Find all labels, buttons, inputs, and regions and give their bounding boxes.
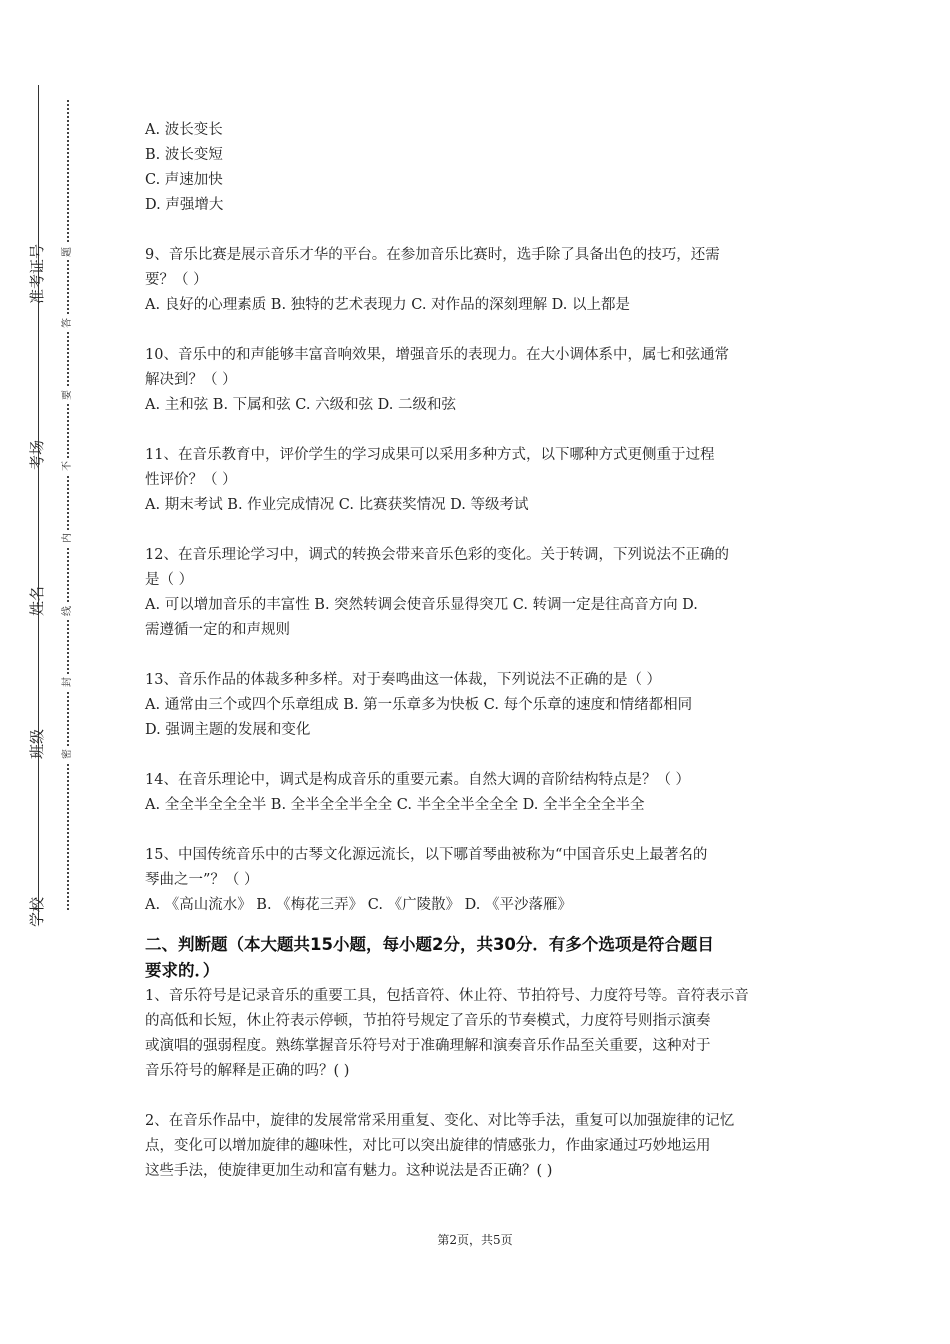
seal-char-feng: 封 bbox=[60, 674, 76, 690]
question-stem: 15、中国传统音乐中的古琴文化源远流长，以下哪首琴曲被称为“中国音乐史上最著名的 bbox=[145, 847, 708, 863]
seal-char-xian: 线 bbox=[60, 603, 76, 619]
question-options: 需遵循一定的和声规则 bbox=[145, 622, 290, 638]
class-label: 班级 bbox=[28, 728, 46, 759]
question-stem: 12、在音乐理论学习中，调式的转换会带来音乐色彩的变化。关于转调，下列说法不正确的 bbox=[145, 547, 729, 563]
exam-content bbox=[145, 118, 810, 1184]
question-12 bbox=[145, 543, 810, 643]
question-stem: 是（ ） bbox=[145, 572, 194, 588]
seal-char-da: 答 bbox=[60, 315, 76, 331]
question-options: A. 良好的心理素质 B. 独特的艺术表现力 C. 对作品的深刻理解 D. 以上都是 bbox=[145, 297, 631, 313]
page-number-footer: 第2页，共5页 bbox=[437, 1233, 513, 1247]
judgment-line: 2、在音乐作品中，旋律的发展常常采用重复、变化、对比等手法，重复可以加强旋律的记忆 bbox=[145, 1113, 735, 1129]
section-2-title bbox=[145, 932, 810, 984]
exam-room-label: 考场 bbox=[28, 439, 46, 470]
judgment-item-2 bbox=[145, 1109, 810, 1184]
binding-solid-line bbox=[38, 85, 39, 925]
question-15 bbox=[145, 843, 810, 918]
q8-option-d: D. 声强增大 bbox=[145, 197, 224, 213]
question-stem: 9、音乐比赛是展示音乐才华的平台。在参加音乐比赛时，选手除了具备出色的技巧，还需 bbox=[145, 247, 720, 263]
q8-option-c: C. 声速加快 bbox=[145, 172, 223, 188]
judgment-line: 的高低和长短，休止符表示停顿，节拍符号规定了音乐的节奏模式，力度符号则指示演奏 bbox=[145, 1013, 711, 1029]
question-options: A. 全全半全全全半 B. 全半全全半全全 C. 半全全半全全全 D. 全半全全全半全 bbox=[145, 797, 645, 813]
question-13 bbox=[145, 668, 810, 743]
seal-char-yao: 要 bbox=[60, 387, 76, 403]
question-options: A. 《高山流水》 B. 《梅花三弄》 C. 《广陵散》 D. 《平沙落雁》 bbox=[145, 897, 573, 913]
question-options: D. 强调主题的发展和变化 bbox=[145, 722, 311, 738]
binding-margin bbox=[0, 0, 90, 1344]
seal-char-bu: 不 bbox=[60, 458, 76, 474]
exam-number-label: 准考证号 bbox=[28, 243, 46, 304]
question-options: A. 主和弦 B. 下属和弦 C. 六级和弦 D. 二级和弦 bbox=[145, 397, 457, 413]
question-options: A. 期末考试 B. 作业完成情况 C. 比赛获奖情况 D. 等级考试 bbox=[145, 497, 529, 513]
question-options: A. 可以增加音乐的丰富性 B. 突然转调会使音乐显得突兀 C. 转调一定是往高音方向 D. bbox=[145, 597, 698, 613]
question-stem: 解决到？（ ） bbox=[145, 372, 237, 388]
judgment-line: 或演唱的强弱程度。熟练掌握音乐符号对于准确理解和演奏音乐作品至关重要，这种对于 bbox=[145, 1038, 711, 1054]
seal-char-mi: 密 bbox=[60, 746, 76, 762]
question-10 bbox=[145, 343, 810, 418]
question-stem: 13、音乐作品的体裁多种多样。对于奏鸣曲这一体裁，下列说法不正确的是（ ） bbox=[145, 672, 662, 688]
section-title-line: 要求的．） bbox=[145, 961, 220, 980]
question-stem: 14、在音乐理论中，调式是构成音乐的重要元素。自然大调的音阶结构特点是？（ ） bbox=[145, 772, 691, 788]
question-stem: 10、音乐中的和声能够丰富音响效果，增强音乐的表现力。在大小调体系中，属七和弦通常 bbox=[145, 347, 729, 363]
judgment-item-1 bbox=[145, 984, 810, 1084]
question-11 bbox=[145, 443, 810, 518]
question-options: A. 通常由三个或四个乐章组成 B. 第一乐章多为快板 C. 每个乐章的速度和情绪都相同 bbox=[145, 697, 693, 713]
question-14 bbox=[145, 768, 810, 818]
judgment-line: 音乐符号的解释是正确的吗？( ) bbox=[145, 1063, 350, 1079]
question-stem: 琴曲之一”？（ ） bbox=[145, 872, 259, 888]
question-stem: 性评价？（ ） bbox=[145, 472, 237, 488]
question-9 bbox=[145, 243, 810, 318]
q8-option-b: B. 波长变短 bbox=[145, 147, 223, 163]
seal-char-nei: 内 bbox=[60, 530, 76, 546]
school-label: 学校 bbox=[28, 896, 46, 927]
seal-char-ti: 题 bbox=[60, 244, 76, 260]
q8-options bbox=[145, 118, 810, 218]
question-stem: 11、在音乐教育中，评价学生的学习成果可以采用多种方式，以下哪种方式更侧重于过程 bbox=[145, 447, 715, 463]
judgment-line: 1、音乐符号是记录音乐的重要工具，包括音符、休止符、节拍符号、力度符号等。音符表示音 bbox=[145, 988, 749, 1004]
question-stem: 要？（ ） bbox=[145, 272, 208, 288]
section-title-line: 二、判断题（本大题共15小题，每小题2分，共30分．有多个选项是符合题目 bbox=[145, 935, 714, 954]
seal-dotted-line bbox=[67, 100, 69, 910]
name-label: 姓名 bbox=[28, 585, 46, 616]
judgment-line: 点，变化可以增加旋律的趣味性，对比可以突出旋律的情感张力，作曲家通过巧妙地运用 bbox=[145, 1138, 711, 1154]
q8-option-a: A. 波长变长 bbox=[145, 122, 223, 138]
judgment-line: 这些手法，使旋律更加生动和富有魅力。这种说法是否正确？( ) bbox=[145, 1163, 553, 1179]
